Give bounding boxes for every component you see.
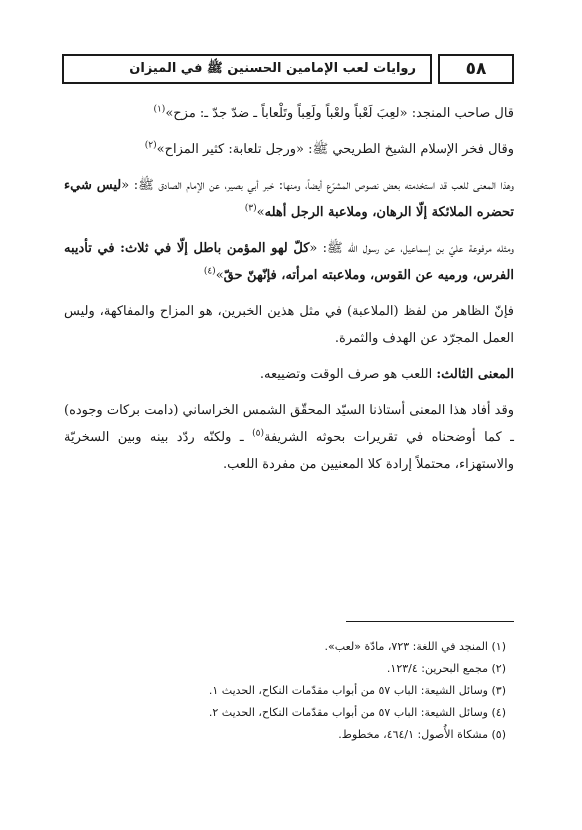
paragraph-4-quote: كلّ لهو المؤمن باطل إلّا في ثلاث: في تأديبه الفرس، ورميه عن القوس، وملاعبته امرأته، فإنّهنّ حقّ <box>64 241 514 283</box>
footnote-item: (٣) وسائل الشيعة: الباب ٥٧ من أبواب مقدّمات النكاح، الحديث ١. <box>208 684 506 697</box>
footnote-item: (٢) مجمع البحرين: ١٢٣/٤. <box>386 662 506 675</box>
footnotes <box>66 636 506 746</box>
paragraph-5 <box>64 298 514 352</box>
paragraph-5-text: فإنّ الظاهر من لفظ (الملاعبة) في مثل هذين الخبرين، هو المزاح والمفاكهة، وليس العمل المجرّد عن الهدف والثمرة. <box>64 304 514 346</box>
footnote-ref-1: (١) <box>153 104 166 115</box>
paragraph-4-text: ومثله مرفوعة عليّ بن إسماعيل، عن رسول الله ﷺ: « <box>309 241 515 256</box>
paragraph-4 <box>64 235 514 289</box>
paragraph-7 <box>64 397 514 478</box>
main-body <box>64 100 514 487</box>
paragraph-7-text: وقد أفاد هذا المعنى أستاذنا السيّد المحقّق الشمس الخراساني (دامت بركات وجوده) ـ كما أوضحناه في تقريرات بحوثه الشريفة <box>64 403 514 445</box>
paragraph-3 <box>64 172 514 226</box>
running-title: روايات لعب الإمامين الحسنين ﷺ في الميزان <box>62 54 432 84</box>
footnote-item: (١) المنجد في اللغة: ٧٢٣، مادّة «لعب». <box>324 640 506 653</box>
paragraph-3-text: وهذا المعنى للعب قد استخدمته بعض نصوص المشرّع أيضاً، ومنها: خبر أبي بصير، عن الإمام الصادق ﷺ: « <box>121 178 514 193</box>
footnote-ref-5: (٥) <box>252 428 264 439</box>
footnote-item: (٥) مشكاة الأُصول: ٤٦٤/١، مخطوط. <box>338 728 506 741</box>
page-header <box>62 54 514 84</box>
paragraph-3-close: » <box>256 205 265 220</box>
paragraph-6-text: اللعب هو صرف الوقت وتضييعه. <box>259 367 437 382</box>
paragraph-1-text: قال صاحب المنجد: «لعِبَ لَعْباً ولعْباً ولَعِباً وتَلْعاباً ـ ضدّ جدّ ـ: مزح» <box>165 106 514 121</box>
footnote-ref-3: (٣) <box>244 203 257 214</box>
paragraph-2-text: وقال فخر الإسلام الشيخ الطريحي ﷺ: «ورجل تلعابة: كثير المزاح» <box>156 142 514 157</box>
footnote-separator <box>346 621 514 622</box>
page-number: ٥٨ <box>438 54 514 84</box>
paragraph-2 <box>64 136 514 163</box>
paragraph-1 <box>64 100 514 127</box>
header-divider <box>432 54 438 84</box>
paragraph-3-quote: ليس شيء تحضره الملائكة إلّا الرهان، وملاعبة الرجل أهله <box>64 178 514 220</box>
section-heading: المعنى الثالث: <box>436 367 514 382</box>
footnote-item: (٤) وسائل الشيعة: الباب ٥٧ من أبواب مقدّمات النكاح، الحديث ٢. <box>208 706 506 719</box>
footnote-ref-4: (٤) <box>203 266 216 277</box>
paragraph-4-close: » <box>215 268 224 283</box>
footnote-ref-2: (٢) <box>144 140 157 151</box>
paragraph-6 <box>64 361 514 388</box>
paragraph-7-rest: ـ ولكنّه ردّد بينه وبين السخريّة والاستهزاء، محتملاً إرادة كلا المعنيين من مفردة اللعب. <box>64 430 514 472</box>
